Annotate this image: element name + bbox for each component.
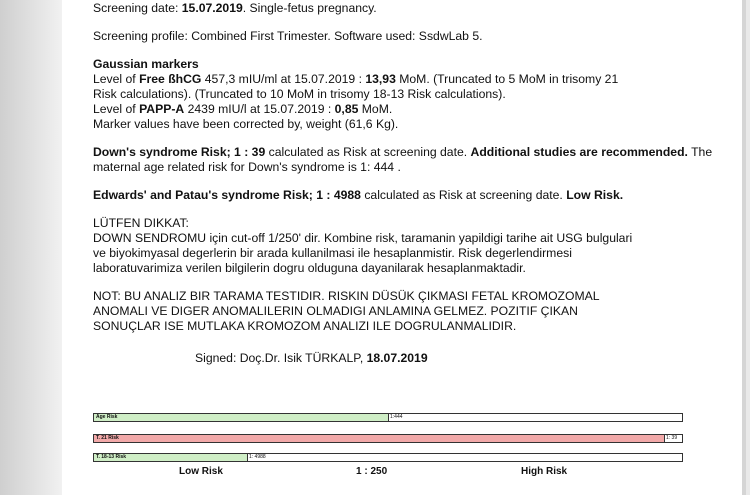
free-hcg-name: Free ßhCG bbox=[139, 72, 202, 86]
report-page bbox=[62, 0, 746, 495]
lutfen-line-2: ve biyokimyasal degerlerin bir arada kullanilmasi ile hesaplanmistir. Risk degerlendirmesi bbox=[93, 246, 572, 260]
page-shadow bbox=[0, 0, 62, 495]
free-hcg-truncation: Risk calculations). (Truncated to 10 MoM in trisomy 18-13 Risk calculations). bbox=[93, 87, 506, 101]
t21-risk-fill bbox=[94, 435, 664, 442]
signed-by: Signed: Doç.Dr. Isik TÜRKALP, bbox=[195, 351, 364, 365]
screening-date-label: Screening date: bbox=[93, 1, 179, 15]
signed-date: 18.07.2019 bbox=[366, 351, 428, 365]
axis-high-risk: High Risk bbox=[521, 466, 568, 477]
downs-risk-line: Down's syndrome Risk; 1 : 39 calculated as Risk at screening date. Additional studies are recommended. The maternal age related risk for Down's syndrome is 1: 444 . bbox=[93, 145, 713, 174]
edwards-risk-line: Edwards' and Patau's syndrome Risk; 1 : 4988 calculated as Risk at screening date. Low Risk. bbox=[93, 188, 624, 202]
signature-line bbox=[195, 351, 733, 366]
papp-a-line: Level of PAPP-A 2439 mIU/l at 15.07.2019 : 0,85 MoM. bbox=[93, 102, 393, 116]
not-line-1: NOT: BU ANALIZ BIR TARAMA TESTIDIR. RISKIN DÜSÜK ÇIKMASI FETAL KROMOZOMAL bbox=[93, 289, 600, 303]
edwards-risk-value: Edwards' and Patau's syndrome Risk; 1 : 4988 bbox=[93, 188, 361, 202]
risk-bars bbox=[93, 413, 718, 493]
t18-13-risk-marker bbox=[247, 454, 248, 461]
t21-risk-marker bbox=[664, 435, 665, 442]
t21-risk-label: T. 21 Risk bbox=[96, 435, 119, 441]
age-risk-label: Age Risk bbox=[96, 414, 118, 420]
t18-13-risk-label: T. 18-13 Risk bbox=[96, 454, 127, 460]
report-body bbox=[93, 0, 733, 366]
free-hcg-mom: 13,93 bbox=[365, 72, 396, 86]
low-risk-label: Low Risk. bbox=[566, 188, 624, 202]
not-line-2: ANOMALI VE DIGER ANOMALILERIN OLMADIGI ANLAMINA GELMEZ. POZITIF ÇIKAN bbox=[93, 304, 578, 318]
not-line-3: SONUÇLAR ISE MUTLAKA KROMOZOM ANALIZI ILE DOGRULANMALIDIR. bbox=[93, 319, 517, 333]
axis-low-risk: Low Risk bbox=[179, 466, 223, 477]
weight-correction: Marker values have been corrected by, weight (61,6 Kg). bbox=[93, 117, 399, 131]
downs-risk-value: Down's syndrome Risk; 1 : 39 bbox=[93, 145, 266, 159]
papp-a-mom: 0,85 bbox=[334, 102, 359, 116]
screening-date: 15.07.2019 bbox=[181, 1, 243, 15]
free-hcg-line: Level of Free ßhCG 457,3 mIU/ml at 15.07.2019 : 13,93 MoM. (Truncated to 5 MoM in trisomy 21 bbox=[93, 72, 619, 86]
age-risk-fill bbox=[94, 414, 388, 421]
screening-profile: Screening profile: Combined First Trimester. Software used: SsdwLab 5. bbox=[93, 29, 483, 43]
lutfen-title: LÜTFEN DIKKAT: bbox=[93, 216, 189, 230]
axis-cutoff: 1 : 250 bbox=[356, 466, 388, 477]
t21-risk-bar bbox=[93, 434, 683, 443]
gaussian-heading: Gaussian markers bbox=[93, 57, 199, 71]
age-risk-value: 1:444 bbox=[390, 414, 403, 420]
lutfen-line-1: DOWN SENDROMU için cut-off 1/250' dir. Kombine risk, taramanin yapildigi tarihe ait USG bulgulari bbox=[93, 231, 633, 245]
lutfen-line-3: laboratuvarimiza verilen bilgilerin dogru olduguna dayanilarak hesaplanmaktadir. bbox=[93, 261, 526, 275]
page-edge bbox=[742, 0, 746, 495]
t18-13-risk-value: 1: 4988 bbox=[249, 454, 266, 460]
pregnancy-type: . Single-fetus pregnancy. bbox=[242, 1, 377, 15]
age-risk-bar bbox=[93, 413, 683, 422]
maternal-age-risk: The maternal age related risk for Down's syndrome is 1: 444 . bbox=[93, 145, 713, 174]
papp-a-name: PAPP-A bbox=[139, 102, 185, 116]
t18-13-risk-bar bbox=[93, 453, 683, 462]
t21-risk-value: 1: 39 bbox=[666, 435, 678, 441]
screening-date-line bbox=[93, 1, 733, 16]
additional-studies: Additional studies are recommended. bbox=[470, 145, 688, 159]
age-risk-marker bbox=[388, 414, 389, 421]
